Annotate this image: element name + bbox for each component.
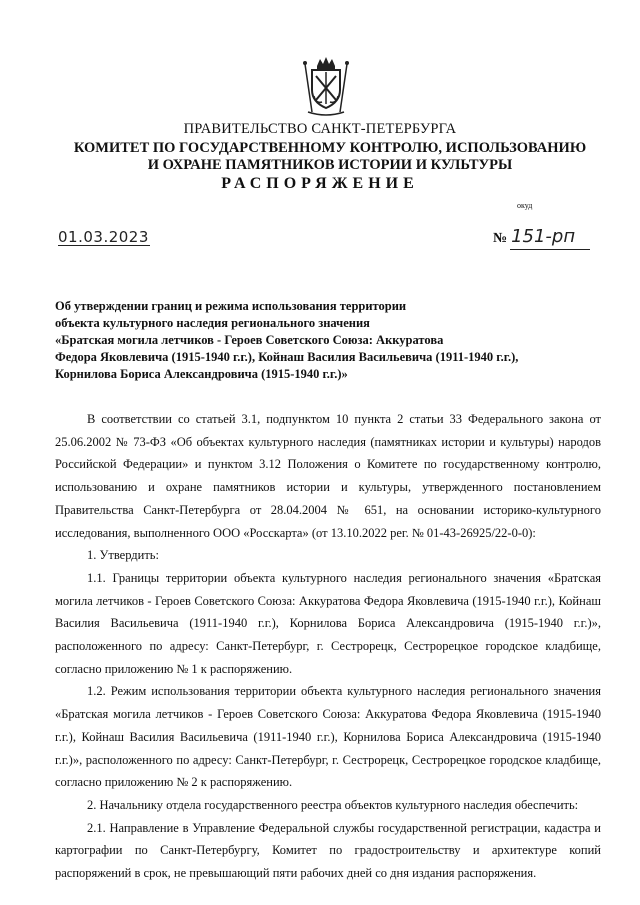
paragraph-item-2-1: 2.1. Направление в Управление Федеральной службы государственной регистрации, кадастра и картографии по Санкт-Петербургу, Комитет по градостроительству и архитектуре копий распоряжений в срок, не превышающий пяти рабочих дней со дня издания распоряжения.	[55, 820, 601, 881]
paragraph-item-1: 1. Утвердить:	[87, 548, 159, 563]
document-subject	[55, 298, 575, 383]
coat-of-arms-icon	[300, 56, 352, 118]
number-underline	[510, 249, 590, 250]
document-number-value: 151-рп	[511, 226, 576, 247]
committee-name-line1: КОМИТЕТ ПО ГОСУДАРСТВЕННОМУ КОНТРОЛЮ, ИСПОЛЬЗОВАНИЮ	[73, 140, 587, 156]
document-date-value: 01.03.2023	[58, 228, 149, 246]
document-number	[493, 226, 593, 247]
committee-name	[60, 140, 600, 174]
document-body	[55, 408, 601, 885]
subject-line: объекта культурного наследия регионального значения	[55, 316, 370, 330]
okud-label: окуд	[517, 201, 533, 210]
committee-name-line2: И ОХРАНЕ ПАМЯТНИКОВ ИСТОРИИ И КУЛЬТУРЫ	[147, 157, 513, 173]
subject-line: Об утверждении границ и режима использования территории	[55, 299, 407, 313]
paragraph-item-1-1: 1.1. Границы территории объекта культурного наследия регионального значения «Братская могила летчиков - Героев Советского Союза: Аккуратова Федора Яковлевича (1915-1940 г.г.), Койнаш Василия Васильевича (1911-1940 г.г.), Корнилова Бориса Александровича (1915-1940 г.г.)», расположенного по адресу: Санкт-Петербург, г. Сестрорецк, Сестрорецкое городское кладбище, согласно приложению № 1 к распоряжению.	[55, 570, 601, 676]
number-label: №	[493, 231, 508, 246]
document-date	[58, 228, 150, 246]
paragraph-preamble: В соответствии со статьей 3.1, подпунктом 10 пункта 2 статьи 33 Федерального закона от 25.06.2002 № 73-ФЗ «Об объектах культурного наследия (памятниках истории и культуры) народов Российской Федерации» и пунктом 3.12 Положения о Комитете по государственному контролю, использованию и охране памятников истории и культуры, утвержденного постановлением Правительства Санкт-Петербурга от 28.04.2004 № 651, на основании историко-культурного исследования, выполненного ООО «Росскарта» (от 13.10.2022 рег. № 01-43-26925/22-0-0):	[55, 412, 601, 540]
subject-line: Федора Яковлевича (1915-1940 г.г.), Койнаш Василия Васильевича (1911-1940 г.г.),	[55, 350, 519, 364]
paragraph-item-1-2: 1.2. Режим использования территории объекта культурного наследия регионального значения «Братская могила летчиков - Героев Советского Союза: Аккуратова Федора Яковлевича (1915-1940 г.г.), Койнаш Василия Васильевича (1911-1940 г.г.), Корнилова Бориса Александровича (1915-1940 г.г.)», расположенного по адресу: Санкт-Петербург, г. Сестрорецк, Сестрорецкое городское кладбище, согласно приложению № 2 к распоряжению.	[55, 684, 601, 790]
subject-line: Корнилова Бориса Александровича (1915-1940 г.г.)»	[55, 367, 348, 381]
paragraph-item-2: 2. Начальнику отдела государственного реестра объектов культурного наследия обеспечить:	[87, 797, 579, 812]
document-type: РАСПОРЯЖЕНИЕ	[221, 175, 419, 192]
subject-line: «Братская могила летчиков - Героев Советского Союза: Аккуратова	[55, 333, 444, 347]
government-name: ПРАВИТЕЛЬСТВО САНКТ-ПЕТЕРБУРГА	[183, 121, 457, 137]
